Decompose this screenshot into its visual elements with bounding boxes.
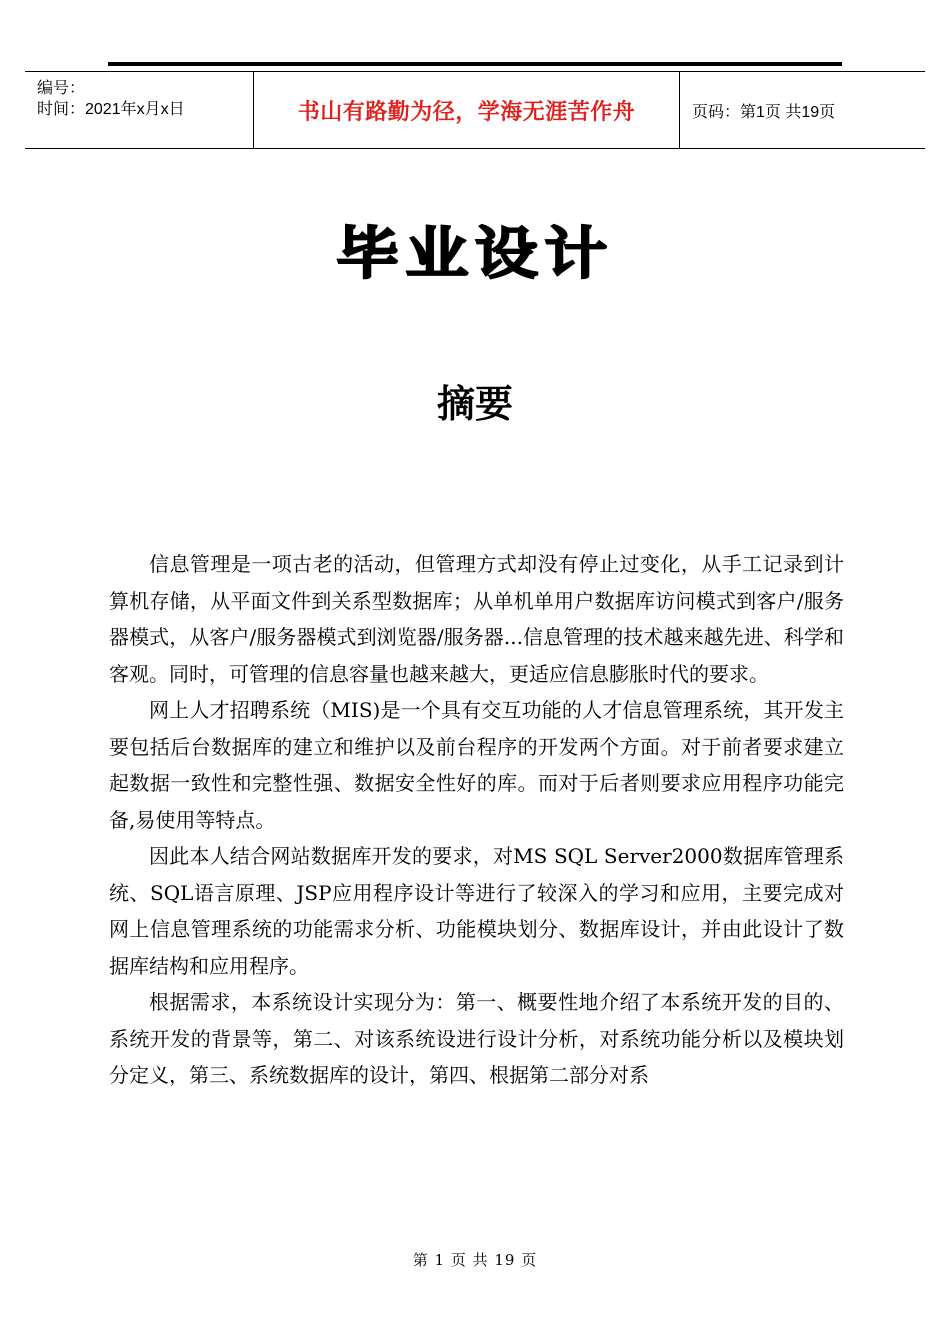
paragraph: 信息管理是一项古老的活动，但管理方式却没有停止过变化，从手工记录到计算机存储，从平面文件到关系型数据库；从单机单用户数据库访问模式到客户/服务器模式，从客户/服务器模式到浏览器/服务器...信息管理的技术越来越先进、科学和客观。同时，可管理的信息容量也越来越大，更适应信息膨胀时代的要求。 bbox=[109, 552, 844, 686]
header-top-rule bbox=[108, 62, 842, 66]
header-page-info: 页码：第1页 共19页 bbox=[692, 103, 836, 121]
page-header bbox=[25, 71, 925, 149]
paragraph: 网上人才招聘系统（MIS)是一个具有交互功能的人才信息管理系统，其开发主要包括后台数据库的建立和维护以及前台程序的开发两个方面。对于前者要求建立起数据一致性和完整性强、数据安全性好的库。而对于后者则要求应用程序功能完备,易使用等特点。 bbox=[109, 698, 844, 832]
paragraph: 根据需求，本系统设计实现分为：第一、概要性地介绍了本系统开发的目的、系统开发的背景等，第二、对该系统设进行设计分析，对系统功能分析以及模块划分定义，第三、系统数据库的设计，第四、根据第二部分对系 bbox=[109, 990, 844, 1087]
abstract-heading: 摘要 bbox=[436, 382, 513, 426]
header-motto: 书山有路勤为径，学海无涯苦作舟 bbox=[254, 72, 680, 148]
document-title: 毕业设计 bbox=[336, 222, 614, 287]
document-number-label: 编号： bbox=[37, 80, 86, 97]
document-time-label: 时间：2021年x月x日 bbox=[37, 101, 185, 118]
header-meta-cell bbox=[25, 72, 254, 148]
abstract-body bbox=[109, 546, 844, 1094]
page-footer: 第 1 页 共 19 页 bbox=[412, 1251, 538, 1269]
paragraph: 因此本人结合网站数据库开发的要求，对MS SQL Server2000数据库管理系统、SQL语言原理、JSP应用程序设计等进行了较深入的学习和应用，主要完成对网上信息管理系统的功能需求分析、功能模块划分、数据库设计，并由此设计了数据库结构和应用程序。 bbox=[109, 844, 844, 978]
